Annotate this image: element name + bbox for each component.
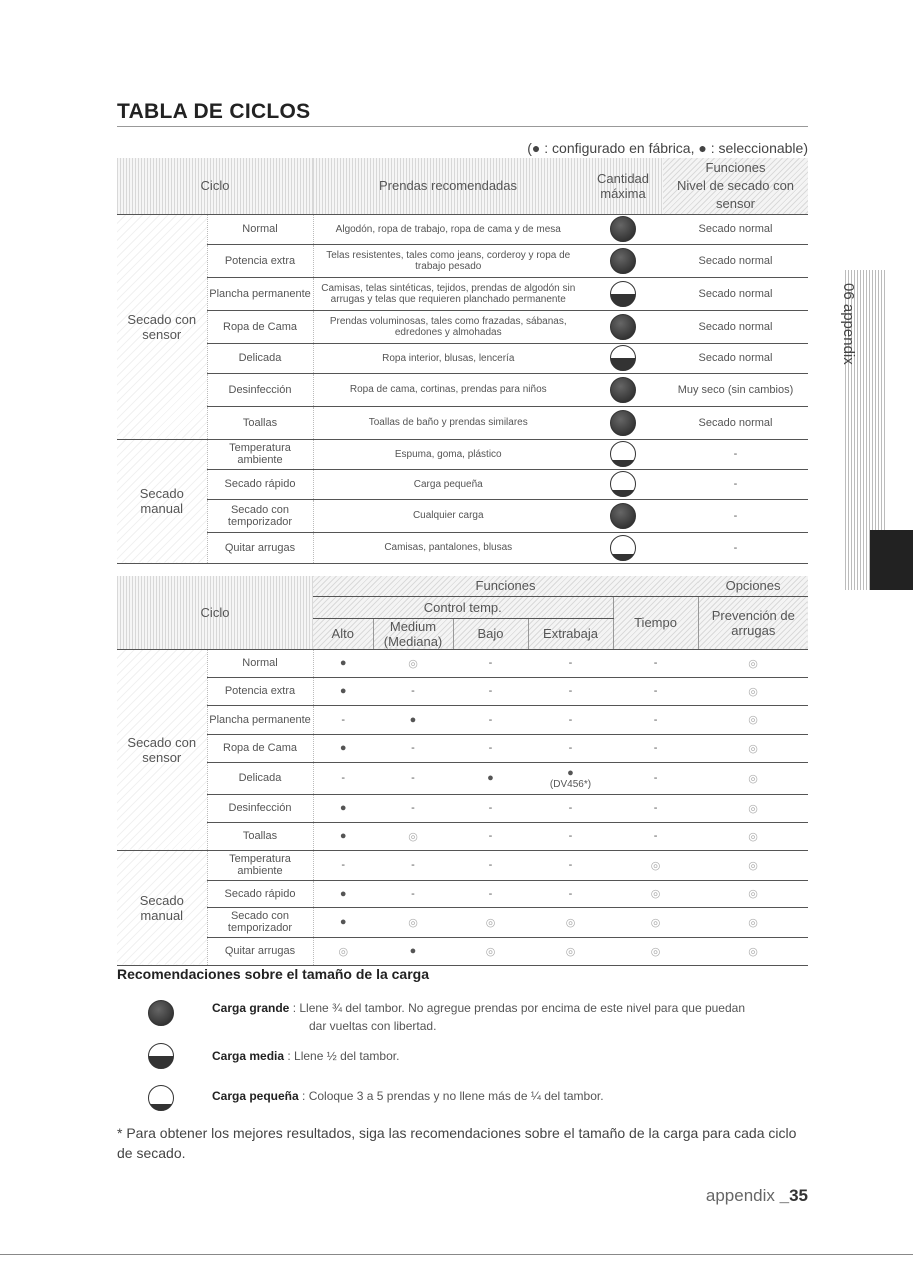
options-row xyxy=(117,850,808,880)
cycle-name: Desinfección xyxy=(207,373,313,406)
selectable-dot-icon: ◎ xyxy=(650,945,661,958)
cycle-name: Normal xyxy=(207,214,313,244)
large-load-label: Carga grande xyxy=(212,1001,290,1015)
load-small-icon xyxy=(610,441,636,467)
option-mark xyxy=(528,705,613,734)
none-mark: - xyxy=(488,742,493,754)
none-mark: - xyxy=(411,802,415,814)
selectable-dot-icon: ◎ xyxy=(748,742,758,755)
title-rule xyxy=(117,126,808,127)
options-row xyxy=(117,880,808,907)
option-mark xyxy=(373,762,453,794)
option-mark xyxy=(528,734,613,762)
cycle-name: Temperatura ambiente xyxy=(207,439,313,469)
large-load-icon xyxy=(148,1000,174,1026)
option-mark xyxy=(698,937,808,965)
option-mark xyxy=(313,907,373,937)
none-mark: - xyxy=(341,772,346,784)
header2-extrabaja: Extrabaja xyxy=(528,618,613,649)
option-mark xyxy=(373,734,453,762)
model-note: (DV456*) xyxy=(549,778,592,790)
medium-load-icon xyxy=(148,1043,174,1069)
selectable-dot-icon: ◎ xyxy=(748,859,758,872)
header2-bajo: Bajo xyxy=(453,618,528,649)
option-mark xyxy=(313,762,373,794)
option-mark xyxy=(528,850,613,880)
large-load-item xyxy=(212,999,745,1035)
option-mark xyxy=(373,880,453,907)
option-mark xyxy=(453,880,528,907)
max-load-cell xyxy=(583,244,663,277)
selectable-dot-icon: ◎ xyxy=(748,657,758,670)
header2-medium: Medium (Mediana) xyxy=(373,618,453,649)
selectable-dot-icon: ◎ xyxy=(485,945,496,958)
cycle-name: Delicada xyxy=(207,343,313,373)
small-load-label: Carga pequeña xyxy=(212,1089,299,1103)
cycle-row xyxy=(117,439,808,469)
option-mark xyxy=(453,734,528,762)
recommended-garments: Camisas, pantalones, blusas xyxy=(313,532,583,563)
load-full-icon xyxy=(610,503,636,529)
cycle-name: Potencia extra xyxy=(207,244,313,277)
dry-level: - xyxy=(663,469,808,499)
load-half-icon xyxy=(610,281,636,307)
medium-load-label: Carga media xyxy=(212,1049,285,1063)
option-mark xyxy=(528,794,613,822)
options-row xyxy=(117,677,808,705)
option-mark xyxy=(613,880,698,907)
option-mark xyxy=(373,937,453,965)
none-mark: - xyxy=(653,772,658,784)
option-mark xyxy=(313,734,373,762)
factory-dot-icon: ● xyxy=(339,802,347,814)
selectable-dot-icon: ◎ xyxy=(748,685,758,698)
option-mark xyxy=(613,677,698,705)
load-full-icon xyxy=(610,314,636,340)
options-row xyxy=(117,649,808,677)
none-mark: - xyxy=(568,657,573,669)
none-mark: - xyxy=(411,859,415,871)
option-mark xyxy=(698,705,808,734)
option-mark xyxy=(313,677,373,705)
cycle-row xyxy=(117,244,808,277)
max-load-cell xyxy=(583,469,663,499)
small-load-item xyxy=(212,1087,604,1105)
selectable-dot-icon: ◎ xyxy=(565,945,576,958)
header-nivel-label: Nivel de secado con sensor xyxy=(676,177,795,211)
cycle-name: Secado rápido xyxy=(207,880,313,907)
selectable-dot-icon: ◎ xyxy=(338,945,349,958)
option-mark xyxy=(613,734,698,762)
dry-level: Secado normal xyxy=(663,214,808,244)
none-mark: - xyxy=(341,859,346,871)
option-mark xyxy=(313,822,373,850)
options-row xyxy=(117,762,808,794)
option-mark xyxy=(613,850,698,880)
recommended-garments: Prendas voluminosas, tales como frazadas, sábanas, edredones y almohadas xyxy=(313,310,583,343)
none-mark: - xyxy=(568,859,573,871)
max-load-cell xyxy=(583,532,663,563)
header2-alto: Alto xyxy=(313,618,373,649)
option-mark xyxy=(698,880,808,907)
cycle-name: Ropa de Cama xyxy=(207,310,313,343)
header2-funciones: Funciones xyxy=(313,576,698,596)
factory-dot-icon: ● xyxy=(339,685,347,697)
option-mark xyxy=(698,762,808,794)
cycle-name: Temperatura ambiente xyxy=(207,850,313,880)
option-mark xyxy=(613,649,698,677)
factory-dot-icon: ● xyxy=(339,916,347,928)
header2-ciclo: Ciclo xyxy=(117,576,313,649)
load-full-icon xyxy=(610,377,636,403)
option-mark xyxy=(373,705,453,734)
recommended-garments: Ropa de cama, cortinas, prendas para niños xyxy=(313,373,583,406)
load-half-icon xyxy=(610,345,636,371)
bottom-rule xyxy=(0,1254,913,1255)
selectable-dot-icon: ◎ xyxy=(748,714,758,726)
cycle-name: Delicada xyxy=(207,762,313,794)
option-mark xyxy=(373,677,453,705)
cycle-name: Secado con temporizador xyxy=(207,907,313,937)
dry-level: Muy seco (sin cambios) xyxy=(663,373,808,406)
option-mark xyxy=(528,677,613,705)
option-mark xyxy=(313,705,373,734)
factory-dot-icon: ● xyxy=(409,945,417,957)
cycle-row xyxy=(117,469,808,499)
header2-opciones: Opciones xyxy=(698,576,808,596)
option-mark xyxy=(698,734,808,762)
page-num: _35 xyxy=(779,1186,808,1205)
option-mark xyxy=(373,822,453,850)
cycle-name: Potencia extra xyxy=(207,677,313,705)
page-section: appendix xyxy=(705,1186,775,1205)
none-mark: - xyxy=(653,830,658,842)
cycle-row xyxy=(117,406,808,439)
cycle-name: Plancha permanente xyxy=(207,277,313,310)
option-mark xyxy=(613,937,698,965)
header2-prevencion: Prevención de arrugas xyxy=(698,596,808,649)
cycle-name: Toallas xyxy=(207,822,313,850)
none-mark: - xyxy=(653,742,658,754)
cycle-name: Secado con temporizador xyxy=(207,499,313,532)
options-row xyxy=(117,822,808,850)
recommended-garments: Camisas, telas sintéticas, tejidos, prendas de algodón sin arrugas y telas que requieren planchado permanente xyxy=(313,277,583,310)
max-load-cell xyxy=(583,214,663,244)
selectable-dot-icon: ◎ xyxy=(748,802,758,815)
cycle-name: Quitar arrugas xyxy=(207,532,313,563)
option-mark xyxy=(373,907,453,937)
dry-level: - xyxy=(663,499,808,532)
option-mark xyxy=(313,794,373,822)
none-mark: - xyxy=(488,657,493,669)
selectable-dot-icon: ◎ xyxy=(650,859,661,872)
none-mark: - xyxy=(568,887,573,900)
max-load-cell xyxy=(583,439,663,469)
header-prendas: Prendas recomendadas xyxy=(313,158,583,214)
dry-level: Secado normal xyxy=(663,310,808,343)
option-mark xyxy=(313,937,373,965)
legend-note: (● : configurado en fábrica, ● : seleccionable) xyxy=(527,140,808,156)
cycle-name: Normal xyxy=(207,649,313,677)
option-mark xyxy=(613,705,698,734)
side-tab-label: 06 appendix xyxy=(840,283,857,365)
option-mark xyxy=(453,822,528,850)
option-mark xyxy=(453,762,528,794)
selectable-dot-icon: ◎ xyxy=(748,830,758,843)
factory-dot-icon: ● xyxy=(339,742,347,754)
max-load-cell xyxy=(583,499,663,532)
none-mark: - xyxy=(488,887,493,900)
none-mark: - xyxy=(411,772,415,784)
option-mark xyxy=(313,649,373,677)
options-row xyxy=(117,937,808,965)
recommended-garments: Espuma, goma, plástico xyxy=(313,439,583,469)
option-mark xyxy=(613,762,698,794)
dry-level: - xyxy=(663,439,808,469)
load-small-icon xyxy=(610,471,636,497)
max-load-cell xyxy=(583,277,663,310)
header2-control: Control temp. xyxy=(313,596,613,618)
cycle-row xyxy=(117,373,808,406)
group-label: Secado manual xyxy=(117,850,207,965)
max-load-cell xyxy=(583,310,663,343)
none-mark: - xyxy=(568,713,573,726)
dry-level: Secado normal xyxy=(663,343,808,373)
header-funciones xyxy=(663,158,808,214)
option-mark xyxy=(313,880,373,907)
none-mark: - xyxy=(488,830,493,842)
cycle-name: Secado rápido xyxy=(207,469,313,499)
dry-level: Secado normal xyxy=(663,244,808,277)
load-full-icon xyxy=(610,248,636,274)
option-mark xyxy=(698,794,808,822)
page-number xyxy=(706,1186,808,1206)
none-mark: - xyxy=(488,685,493,697)
option-mark xyxy=(453,850,528,880)
medium-load-item xyxy=(212,1047,399,1065)
option-mark xyxy=(453,907,528,937)
option-mark xyxy=(453,794,528,822)
option-mark xyxy=(613,822,698,850)
none-mark: - xyxy=(653,685,658,697)
factory-dot-icon: ● xyxy=(487,772,494,784)
option-mark xyxy=(528,880,613,907)
option-mark xyxy=(698,649,808,677)
large-load-text: : Llene ¾ del tambor. No agregue prendas por encima de este nivel para que puedan xyxy=(289,1001,746,1015)
cycle-row xyxy=(117,343,808,373)
cycle-name: Quitar arrugas xyxy=(207,937,313,965)
option-mark xyxy=(698,850,808,880)
cycle-name: Desinfección xyxy=(207,794,313,822)
factory-dot-icon: ● xyxy=(339,657,347,669)
option-mark xyxy=(528,822,613,850)
option-mark xyxy=(613,907,698,937)
none-mark: - xyxy=(568,742,573,754)
page-title: TABLA DE CICLOS xyxy=(117,100,311,123)
header2-tiempo: Tiempo xyxy=(613,596,698,649)
none-mark: - xyxy=(653,713,658,726)
cycle-row xyxy=(117,310,808,343)
recommended-garments: Cualquier carga xyxy=(313,499,583,532)
side-tab-marker xyxy=(870,530,913,590)
cycle-name: Plancha permanente xyxy=(207,705,313,734)
cycle-row xyxy=(117,532,808,563)
cycle-row xyxy=(117,277,808,310)
option-mark xyxy=(528,762,613,794)
recommendations-title: Recomendaciones sobre el tamaño de la carga xyxy=(117,966,430,982)
cycle-row xyxy=(117,499,808,532)
option-mark xyxy=(373,850,453,880)
cycle-name: Ropa de Cama xyxy=(207,734,313,762)
option-mark xyxy=(453,677,528,705)
factory-dot-icon: ● xyxy=(339,887,347,900)
selectable-dot-icon: ◎ xyxy=(565,916,576,929)
footnote: * Para obtener los mejores resultados, siga las recomendaciones sobre el tamaño de la carga para cada ciclo de secado. xyxy=(117,1125,797,1161)
load-full-icon xyxy=(610,216,636,242)
selectable-dot-icon: ◎ xyxy=(408,657,418,670)
header-cantidad: Cantidad máxima xyxy=(583,158,663,214)
group-label: Secado manual xyxy=(117,439,207,563)
none-mark: - xyxy=(341,713,346,726)
options-table xyxy=(117,576,808,966)
none-mark: - xyxy=(653,657,658,669)
options-row xyxy=(117,705,808,734)
none-mark: - xyxy=(411,685,415,697)
load-small-icon xyxy=(610,535,636,561)
recommended-garments: Ropa interior, blusas, lencería xyxy=(313,343,583,373)
dry-level: Secado normal xyxy=(663,406,808,439)
cycle-row xyxy=(117,214,808,244)
option-mark xyxy=(698,677,808,705)
selectable-dot-icon: ◎ xyxy=(408,916,418,929)
option-mark xyxy=(528,649,613,677)
cycle-table xyxy=(117,158,808,564)
factory-dot-icon: ● xyxy=(567,766,574,779)
recommended-garments: Toallas de baño y prendas similares xyxy=(313,406,583,439)
option-mark xyxy=(528,937,613,965)
selectable-dot-icon: ◎ xyxy=(748,888,758,900)
option-mark xyxy=(613,794,698,822)
dry-level: Secado normal xyxy=(663,277,808,310)
none-mark: - xyxy=(568,802,573,814)
selectable-dot-icon: ◎ xyxy=(485,916,496,929)
recommended-garments: Carga pequeña xyxy=(313,469,583,499)
selectable-dot-icon: ◎ xyxy=(650,888,661,900)
options-row xyxy=(117,794,808,822)
factory-dot-icon: ● xyxy=(339,830,347,842)
load-full-icon xyxy=(610,410,636,436)
max-load-cell xyxy=(583,406,663,439)
selectable-dot-icon: ◎ xyxy=(748,916,758,929)
selectable-dot-icon: ◎ xyxy=(748,772,758,785)
cycle-name: Toallas xyxy=(207,406,313,439)
none-mark: - xyxy=(411,887,415,900)
option-mark xyxy=(698,822,808,850)
option-mark xyxy=(453,937,528,965)
max-load-cell xyxy=(583,343,663,373)
option-mark xyxy=(528,907,613,937)
option-mark xyxy=(313,850,373,880)
none-mark: - xyxy=(488,859,493,871)
recommended-garments: Telas resistentes, tales como jeans, corderoy y ropa de trabajo pesado xyxy=(313,244,583,277)
selectable-dot-icon: ◎ xyxy=(748,945,758,958)
option-mark xyxy=(373,649,453,677)
header-ciclo: Ciclo xyxy=(117,158,313,214)
dry-level: - xyxy=(663,532,808,563)
option-mark xyxy=(698,907,808,937)
none-mark: - xyxy=(568,830,573,842)
header-funciones-label: Funciones xyxy=(705,159,766,175)
options-row xyxy=(117,907,808,937)
none-mark: - xyxy=(568,685,573,697)
medium-load-text: : Llene ½ del tambor. xyxy=(284,1049,400,1063)
none-mark: - xyxy=(488,713,493,726)
none-mark: - xyxy=(411,742,415,754)
option-mark xyxy=(373,794,453,822)
large-load-text-2: dar vueltas con libertad. xyxy=(309,1019,437,1033)
group-label: Secado con sensor xyxy=(117,649,207,850)
option-mark xyxy=(453,705,528,734)
small-load-text: : Coloque 3 a 5 prendas y no llene más de ¼ del tambor. xyxy=(298,1089,604,1103)
selectable-dot-icon: ◎ xyxy=(650,916,661,929)
selectable-dot-icon: ◎ xyxy=(408,830,418,843)
option-mark xyxy=(453,649,528,677)
recommended-garments: Algodón, ropa de trabajo, ropa de cama y de mesa xyxy=(313,214,583,244)
options-row xyxy=(117,734,808,762)
factory-dot-icon: ● xyxy=(409,713,417,726)
group-label: Secado con sensor xyxy=(117,214,207,439)
max-load-cell xyxy=(583,373,663,406)
none-mark: - xyxy=(488,802,493,814)
small-load-icon xyxy=(148,1085,174,1111)
none-mark: - xyxy=(653,802,658,814)
